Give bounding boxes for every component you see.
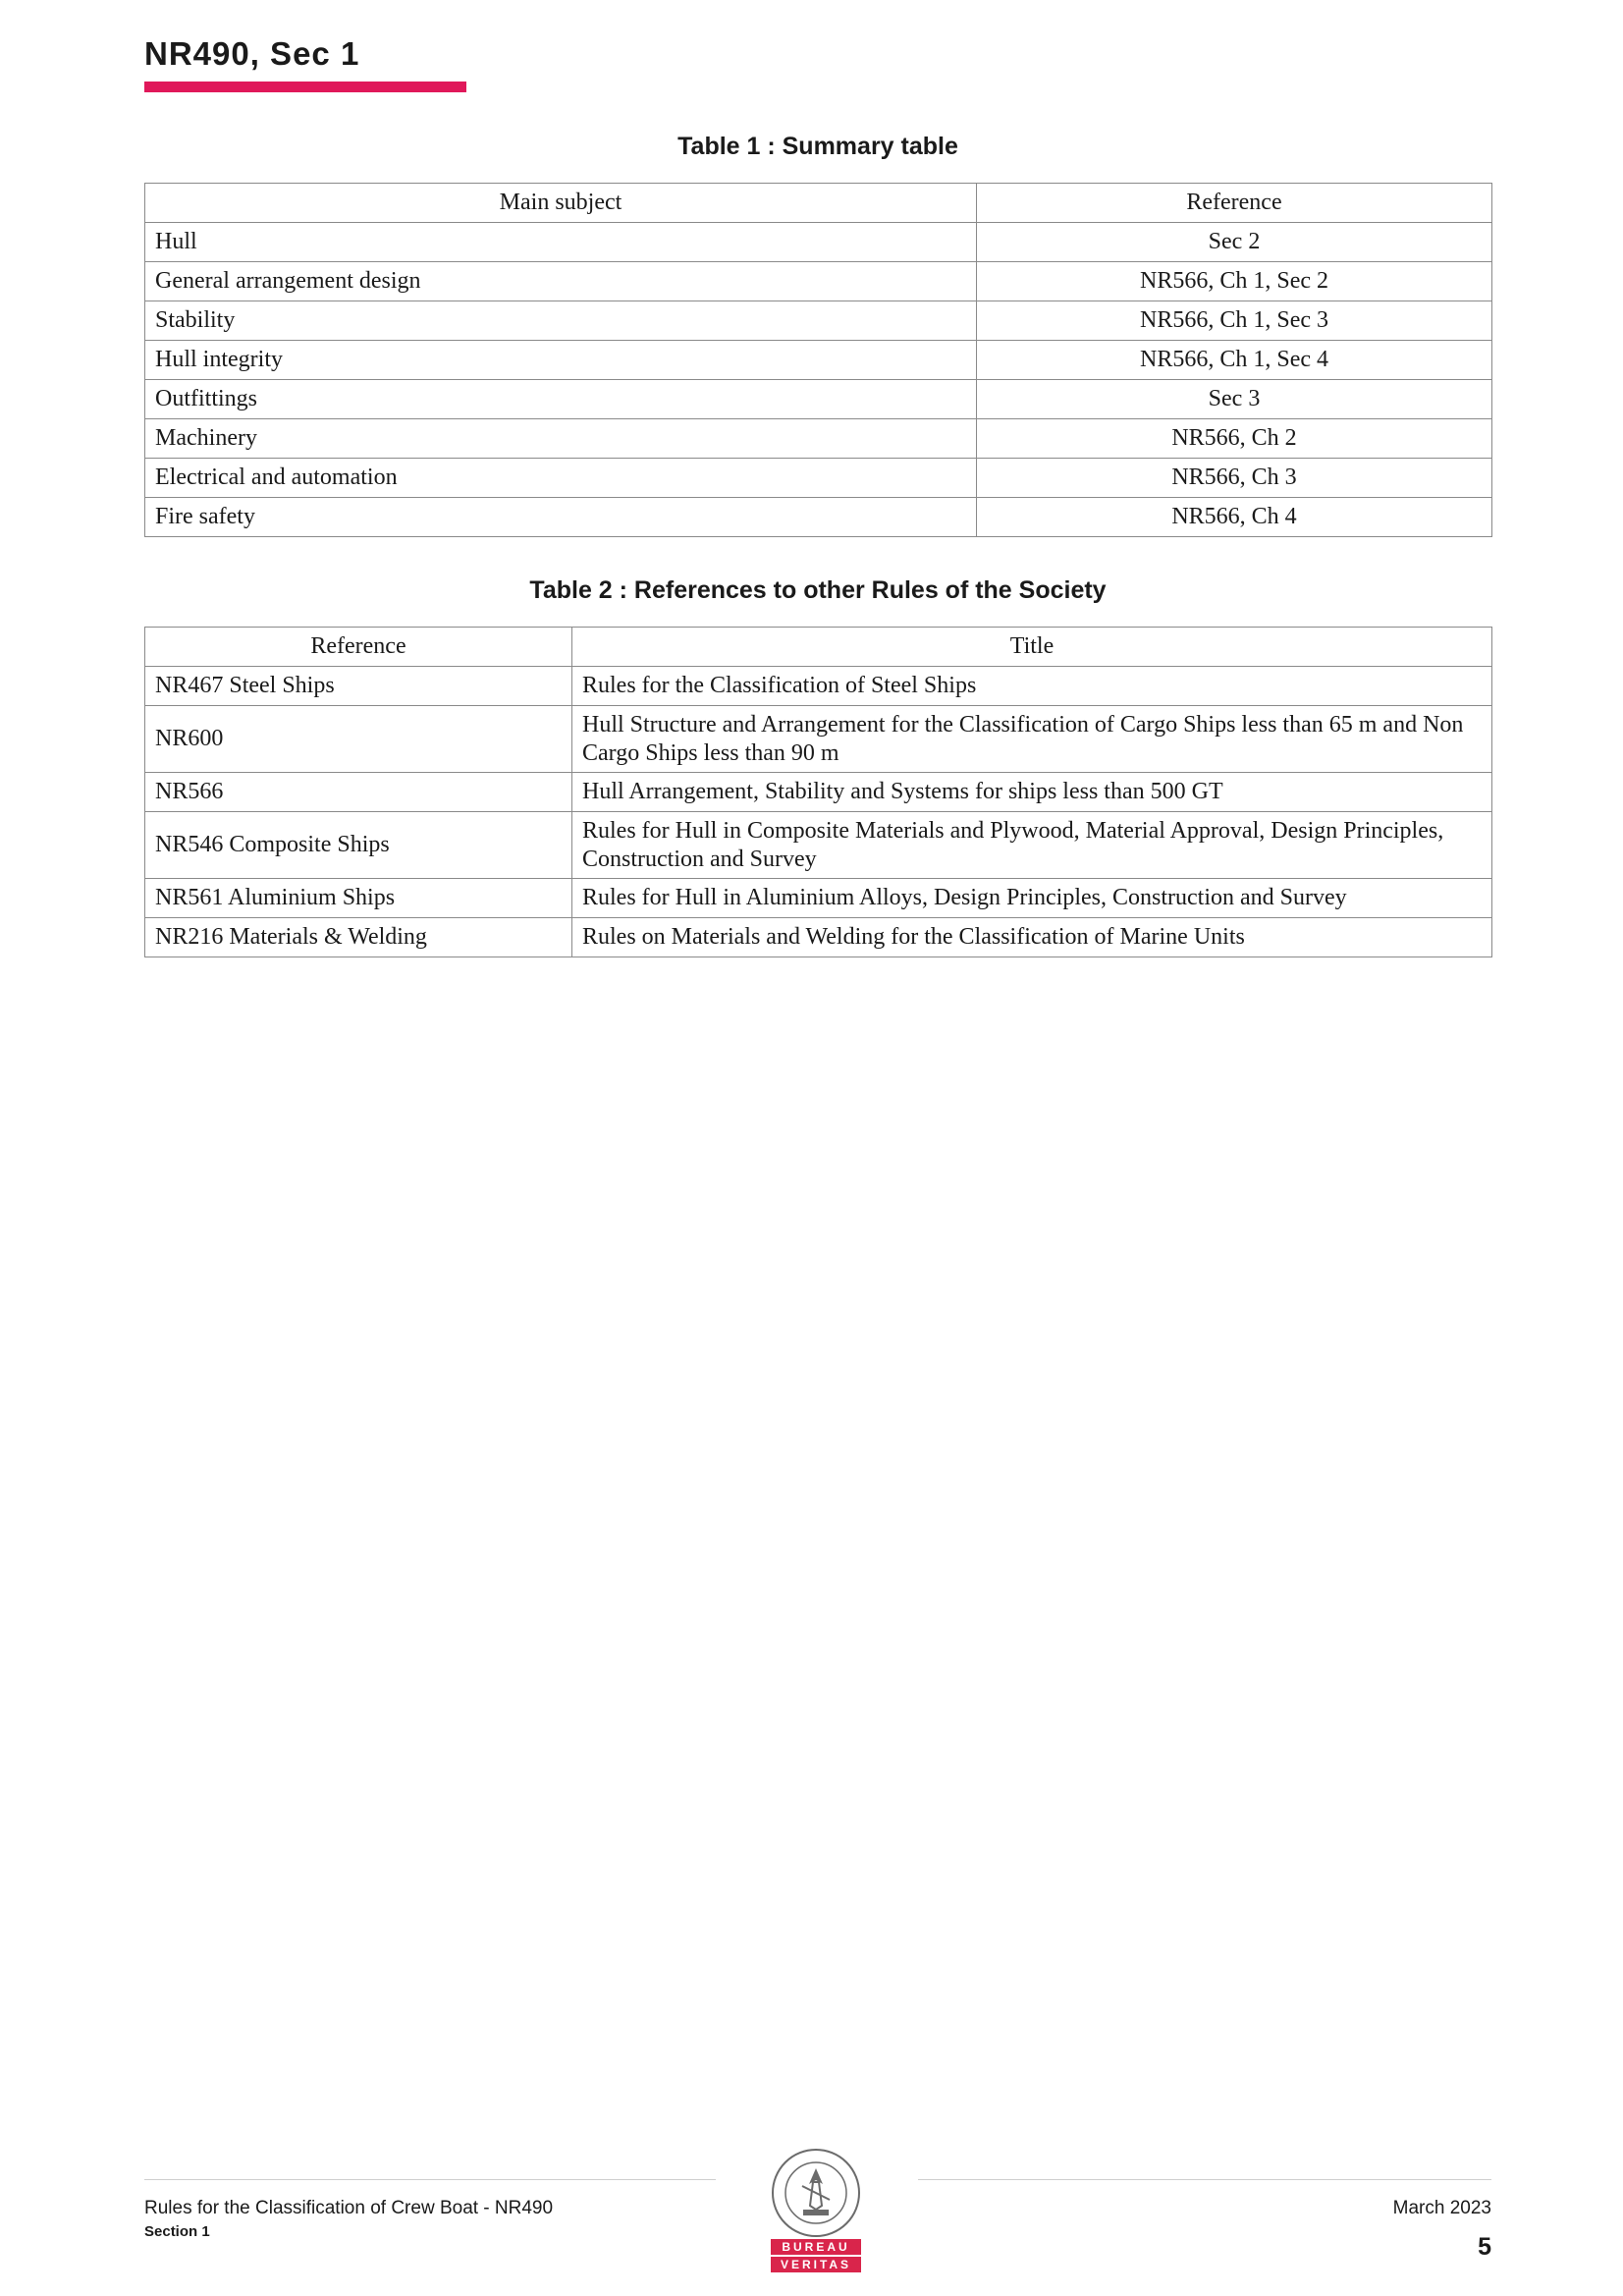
table-row bbox=[145, 879, 1492, 918]
subject-cell: Outfittings bbox=[145, 380, 977, 419]
table-row bbox=[145, 812, 1492, 879]
reference-cell: NR600 bbox=[145, 706, 572, 773]
reference-cell: NR566, Ch 1, Sec 4 bbox=[977, 341, 1492, 380]
table2-caption: Table 2 : References to other Rules of the Society bbox=[529, 576, 1107, 604]
subject-cell: Hull integrity bbox=[145, 341, 977, 380]
table-row bbox=[145, 419, 1492, 459]
subject-cell: General arrangement design bbox=[145, 262, 977, 301]
table-row bbox=[145, 262, 1492, 301]
reference-cell: NR566, Ch 2 bbox=[977, 419, 1492, 459]
reference-cell: NR561 Aluminium Ships bbox=[145, 879, 572, 918]
footer-left bbox=[144, 2198, 553, 2240]
references-table bbox=[144, 627, 1492, 957]
table-row bbox=[145, 706, 1492, 773]
table-row bbox=[145, 773, 1492, 812]
table-row bbox=[145, 667, 1492, 706]
table-row bbox=[145, 223, 1492, 262]
footer-divider-right bbox=[918, 2179, 1491, 2180]
column-header-reference: Reference bbox=[977, 184, 1492, 223]
title-cell: Hull Structure and Arrangement for the Classification of Cargo Ships less than 65 m and Non Cargo Ships less than 90 m bbox=[572, 706, 1492, 773]
bureau-veritas-logo bbox=[765, 2147, 867, 2272]
logo-word-top: BUREAU bbox=[771, 2239, 861, 2255]
footer-divider-left bbox=[144, 2179, 716, 2180]
reference-cell: Sec 2 bbox=[977, 223, 1492, 262]
page-title: NR490, Sec 1 bbox=[144, 35, 360, 72]
header-accent-bar bbox=[144, 82, 466, 92]
reference-cell: NR216 Materials & Welding bbox=[145, 918, 572, 957]
table-row bbox=[145, 341, 1492, 380]
subject-cell: Fire safety bbox=[145, 498, 977, 537]
reference-cell: NR566, Ch 3 bbox=[977, 459, 1492, 498]
title-cell: Rules on Materials and Welding for the Classification of Marine Units bbox=[572, 918, 1492, 957]
footer-section-label: Section 1 bbox=[144, 2223, 210, 2240]
footer-right bbox=[1393, 2198, 1491, 2262]
reference-cell: NR546 Composite Ships bbox=[145, 812, 572, 879]
title-cell: Hull Arrangement, Stability and Systems for ships less than 500 GT bbox=[572, 773, 1492, 812]
summary-table bbox=[144, 183, 1492, 537]
reference-cell: NR566 bbox=[145, 773, 572, 812]
title-cell: Rules for Hull in Aluminium Alloys, Design Principles, Construction and Survey bbox=[572, 879, 1492, 918]
column-header-reference: Reference bbox=[145, 628, 572, 667]
table-row bbox=[145, 459, 1492, 498]
title-cell: Rules for Hull in Composite Materials and Plywood, Material Approval, Design Principles, Construction and Survey bbox=[572, 812, 1492, 879]
column-header-main-subject: Main subject bbox=[145, 184, 977, 223]
page-number: 5 bbox=[1478, 2233, 1491, 2261]
table-row bbox=[145, 380, 1492, 419]
subject-cell: Electrical and automation bbox=[145, 459, 977, 498]
logo-word-bottom: VERITAS bbox=[771, 2257, 861, 2272]
subject-cell: Stability bbox=[145, 301, 977, 341]
reference-cell: NR566, Ch 1, Sec 2 bbox=[977, 262, 1492, 301]
column-header-title: Title bbox=[572, 628, 1492, 667]
table-row bbox=[145, 498, 1492, 537]
table-header-row bbox=[145, 184, 1492, 223]
title-cell: Rules for the Classification of Steel Ships bbox=[572, 667, 1492, 706]
subject-cell: Machinery bbox=[145, 419, 977, 459]
reference-cell: NR467 Steel Ships bbox=[145, 667, 572, 706]
table-row bbox=[145, 301, 1492, 341]
footer-date: March 2023 bbox=[1392, 2198, 1491, 2218]
page-header bbox=[144, 35, 359, 73]
table-header-row bbox=[145, 628, 1492, 667]
logo-seal-icon bbox=[765, 2147, 867, 2239]
table-row bbox=[145, 918, 1492, 957]
reference-cell: Sec 3 bbox=[977, 380, 1492, 419]
reference-cell: NR566, Ch 1, Sec 3 bbox=[977, 301, 1492, 341]
table1-caption: Table 1 : Summary table bbox=[677, 133, 958, 160]
footer-document-title: Rules for the Classification of Crew Boat - NR490 bbox=[144, 2198, 554, 2218]
reference-cell: NR566, Ch 4 bbox=[977, 498, 1492, 537]
subject-cell: Hull bbox=[145, 223, 977, 262]
